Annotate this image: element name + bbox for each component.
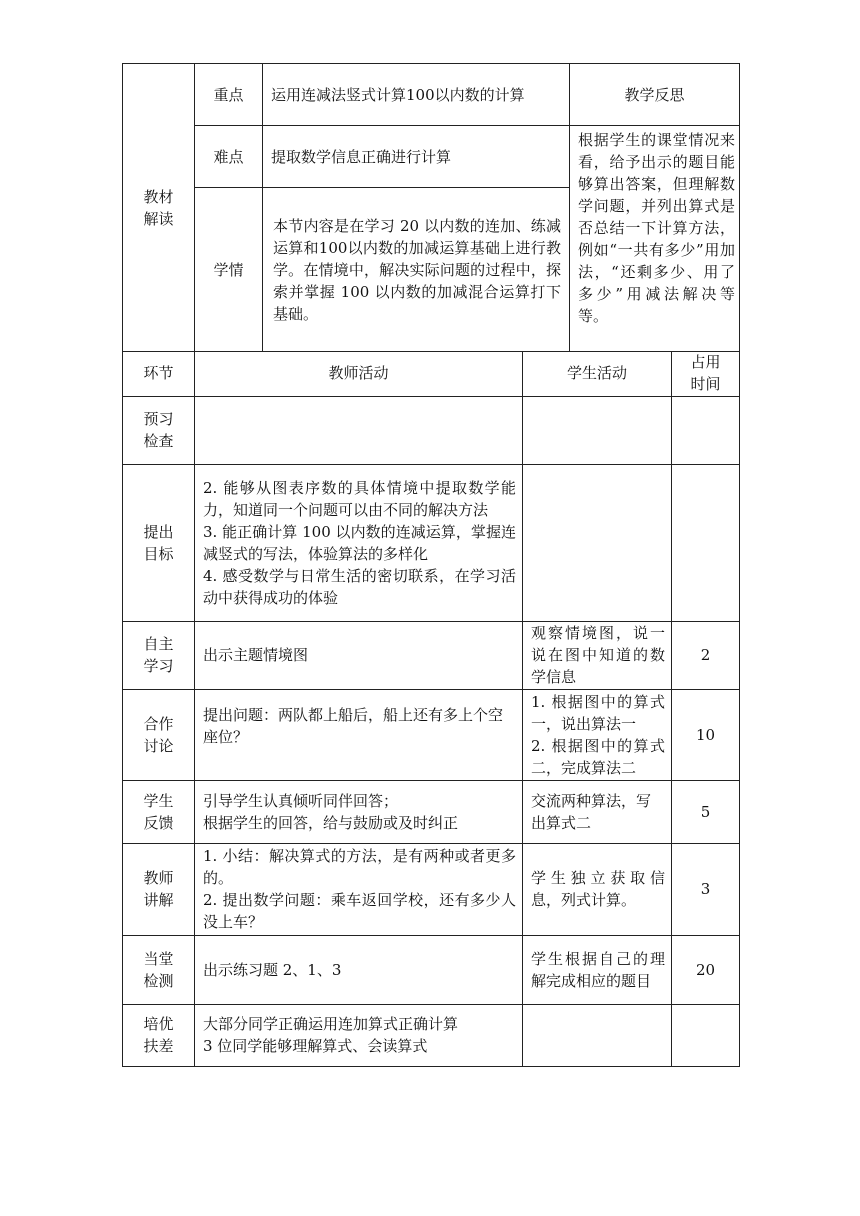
stage-cell: 学生 反馈 (123, 780, 195, 843)
teacher-cell: 大部分同学正确运用连加算式正确计算 3 位同学能够理解算式、会读算式 (195, 1004, 523, 1066)
row-label-difficulty: 难点 (195, 126, 263, 188)
row-label-key-point: 重点 (195, 64, 263, 126)
learning-content: 本节内容是在学习 20 以内数的连加、练减运算和100以内数的加减运算基础上进行教学。在情境中，解决实际问题的过程中，探索并掌握 100 以内数的加减混合运算打下基础。 (263, 188, 570, 352)
table-row (123, 1004, 740, 1066)
table-row (123, 621, 740, 689)
student-cell (523, 396, 672, 464)
time-cell (672, 396, 740, 464)
difficulty-content: 提取数学信息正确进行计算 (263, 126, 570, 188)
stage-cell: 合作 讨论 (123, 689, 195, 780)
teacher-cell: 引导学生认真倾听同伴回答； 根据学生的回答，给与鼓励或及时纠正 (195, 780, 523, 843)
stage-cell: 自主 学习 (123, 621, 195, 689)
teacher-cell (195, 396, 523, 464)
row-label-learning: 学情 (195, 188, 263, 352)
student-cell: 学生独立获取信息，列式计算。 (523, 843, 672, 935)
student-cell: 观察情境图，说一说在图中知道的数学信息 (523, 621, 672, 689)
teacher-cell: 提出问题：两队都上船后，船上还有多上个空座位？ (195, 689, 523, 780)
header-time: 占用 时间 (672, 351, 740, 396)
time-cell: 20 (672, 935, 740, 1004)
student-cell: 学生根据自己的理解完成相应的题目 (523, 935, 672, 1004)
stage-cell: 教师 讲解 (123, 843, 195, 935)
stage-cell: 提出 目标 (123, 464, 195, 621)
table-row (123, 464, 740, 621)
student-cell: 1. 根据图中的算式一，说出算法一 2. 根据图中的算式二，完成算法二 (523, 689, 672, 780)
header-teacher-activity: 教师活动 (195, 351, 523, 396)
table-row (123, 689, 740, 780)
teacher-cell: 出示主题情境图 (195, 621, 523, 689)
time-cell: 5 (672, 780, 740, 843)
time-cell: 2 (672, 621, 740, 689)
analysis-table (122, 63, 740, 352)
table-row (123, 396, 740, 464)
reflection-header: 教学反思 (570, 64, 740, 126)
teacher-cell: 2. 能够从图表序数的具体情境中提取数学能力，知道同一个问题可以由不同的解决方法 3. 能正确计算 100 以内数的连减运算，掌握连减竖式的写法，体验算法的多样化 4. 感受数学与日常生活的密切联系，在学习活动中获得成功的体验 (195, 464, 523, 621)
header-stage: 环节 (123, 351, 195, 396)
teacher-cell: 1. 小结：解决算式的方法，是有两种或者更多的。 2. 提出数学问题：乘车返回学校，还有多少人没上车？ (195, 843, 523, 935)
table-row (123, 843, 740, 935)
student-cell (523, 464, 672, 621)
student-cell (523, 1004, 672, 1066)
time-cell: 10 (672, 689, 740, 780)
table-row (123, 780, 740, 843)
student-cell: 交流两种算法，写出算式二 (523, 780, 672, 843)
stage-cell: 当堂 检测 (123, 935, 195, 1004)
reflection-text: 根据学生的课堂情况来看，给予出示的题目能够算出答案，但理解数学问题，并列出算式是否总结一下计算方法，例如“一共有多少”用加法，“还剩多少、用了多少”用减法解决等等。 (570, 126, 740, 352)
activities-table (122, 351, 740, 1067)
table-row (123, 935, 740, 1004)
stage-cell: 培优 扶差 (123, 1004, 195, 1066)
time-cell (672, 464, 740, 621)
section-label: 教材 解读 (123, 64, 195, 352)
header-student-activity: 学生活动 (523, 351, 672, 396)
teacher-cell: 出示练习题 2、1、3 (195, 935, 523, 1004)
time-cell: 3 (672, 843, 740, 935)
key-point-content: 运用连减法竖式计算100以内数的计算 (263, 64, 570, 126)
stage-cell: 预习 检查 (123, 396, 195, 464)
time-cell (672, 1004, 740, 1066)
